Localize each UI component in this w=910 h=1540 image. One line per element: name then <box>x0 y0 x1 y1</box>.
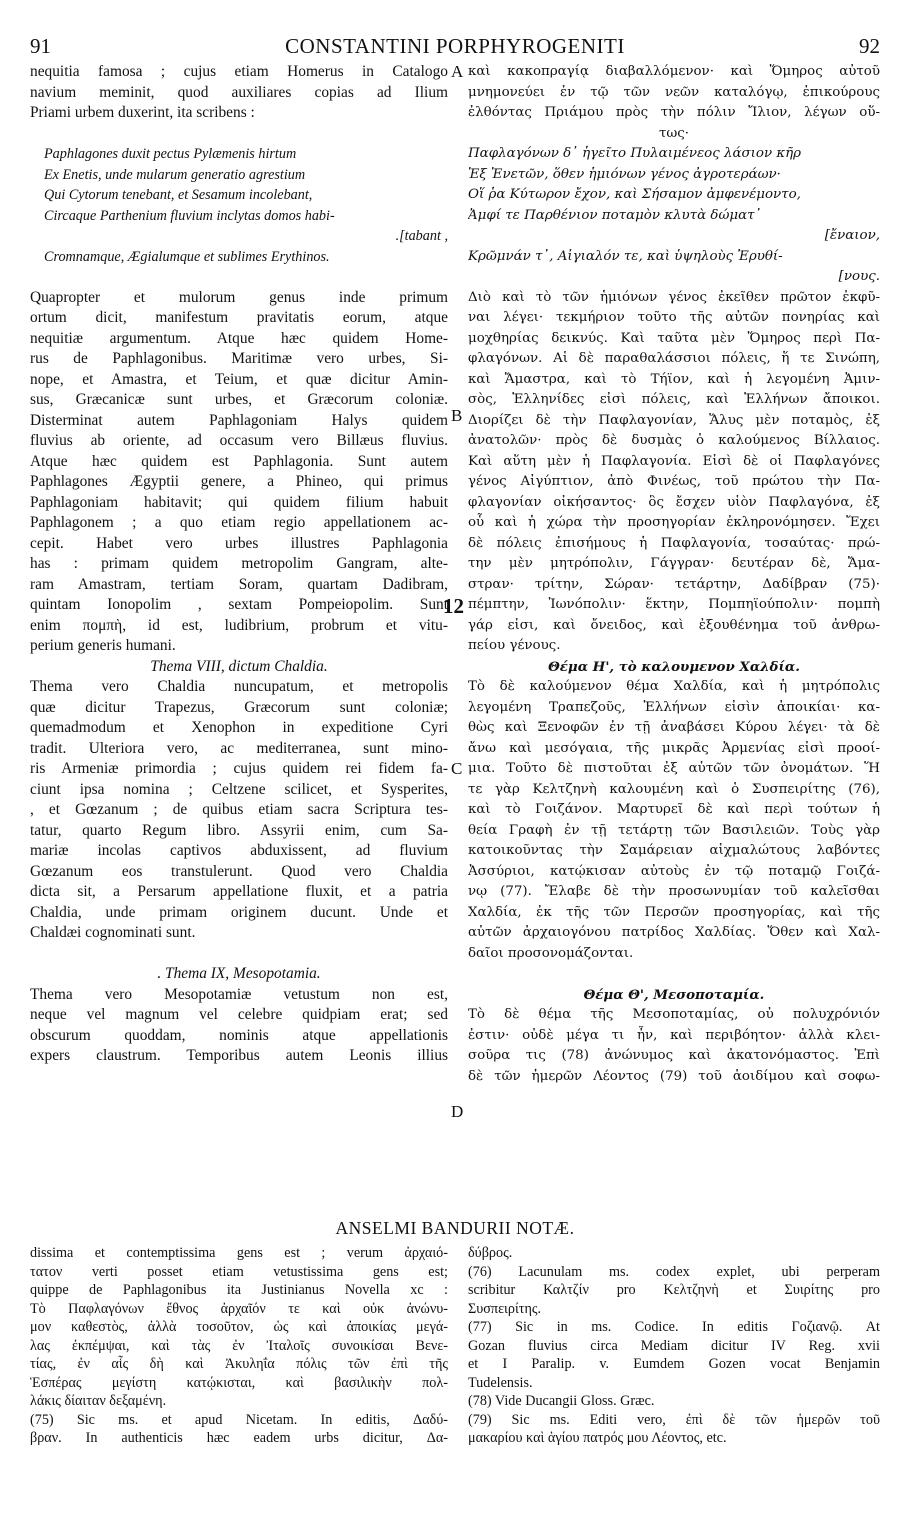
greek-text-line: Ἀμφί τε Παρθένιον ποταμὸν κλυτὰ δώματ᾽ <box>468 207 762 223</box>
page-number-right: 92 <box>859 34 880 58</box>
latin-text-line: nope, et Amastra, et Teium, et quæ dicitur Amin- <box>30 370 448 388</box>
note-line: μον καθεστὸς, ἀλλὰ τοσοῦτον, ὡς καὶ ἀποικίας μεγά- <box>30 1319 448 1335</box>
notes-left-column <box>30 1244 448 1448</box>
greek-text-line: δὲ τῶν ἡμερῶν Λέοντος (79) τοῦ ἀοιδίμου καὶ σοφω- <box>468 1068 880 1084</box>
notes-right-column <box>468 1244 880 1448</box>
latin-text-line: perium generis humani. <box>30 637 176 654</box>
note-line: (79) Sic ms. Editi vero, ἐπὶ δὲ τῶν ἡμερῶν τοῦ <box>468 1411 880 1428</box>
greek-text-line: Ἀσσύριοι, κατῴκισαν αὐτοὺς ἐν τῷ ποταμῷ Γοιζά- <box>468 863 880 879</box>
latin-text-line: Paphlagones duxit pectus Pylæmenis hirtum <box>44 146 297 162</box>
latin-text-line <box>30 267 448 288</box>
greek-text-line: Τὸ δὲ θέμα τῆς Μεσοποταμίας, οὐ πολυχρόνιόν <box>468 1007 880 1022</box>
greek-text-line: καὶ Ἄμαστρα, καὶ τὸ Τήϊον, καὶ ἡ λεγομένη Ἀμιν- <box>468 371 880 387</box>
note-line: (78) Vide Ducangii Gloss. Græc. <box>468 1393 655 1409</box>
latin-text-line: Thema vero Chaldia nuncupatum, et metropolis <box>30 678 448 695</box>
latin-text-line: Paphlagoniam habitavit; qui quidem filium habuit <box>30 493 448 511</box>
greek-text-line: καὶ κακοπραγίᾳ διαβαλλόμενον· καὶ Ὅμηρος αὐτοῦ <box>468 64 880 79</box>
latin-text-line: Paphlagones Ægyptii genere, a Phineo, qui primus <box>30 473 448 490</box>
note-line: dissima et contemptissima gens est ; verum ἀρχαιό- <box>30 1245 448 1261</box>
greek-text-line: τε γὰρ Κελτζηνὴ καλουμένη καὶ ὁ Συσπειρίτης (76), <box>468 781 880 797</box>
greek-text-line: πέμπτην, Ἰωνόπολιν· ἕκτην, Πομπηϊούπολιν· πομπὴ <box>468 597 880 612</box>
margin-letter-a: A <box>451 62 464 81</box>
latin-text-line: , et Gœzanum ; de quibus etiam sacra Scriptura tes- <box>30 801 448 818</box>
greek-text-line: οὗ καὶ ἡ χώρα τὴν προσηγορίαν ἐκληρονόμησεν. Ἔχει <box>468 515 880 530</box>
greek-text-line: γένος Αἰγύπτιον, ἀπὸ Φινέως, τοῦ πρώτου τὴν Πα- <box>468 474 880 489</box>
latin-text-line: dicta sit, a Persarum appellatione fluxit, et a patria <box>30 883 448 900</box>
latin-text-line: Qui Cytorum tenebant, et Sesamum incolebant, <box>44 187 313 203</box>
latin-text-line: Chaldæi cognominati sunt. <box>30 924 196 941</box>
note-line: Tudelensis. <box>468 1374 533 1391</box>
greek-text-line: θὼς καὶ Ξενοφῶν ἐν τῇ ἀναβάσει Κύρου λέγει· τὰ δὲ <box>468 720 880 735</box>
greek-text-line: την μὲν μητρόπολιν, Γάγγραν· δευτέραν δὲ, Ἄμα- <box>468 556 880 571</box>
greek-text-line: Διὸ καὶ τὸ τῶν ἡμιόνων γένος ἐκεῖθεν πρῶτον ἐκφῦ- <box>468 289 880 305</box>
greek-text-line: μοχθηρίας δεικνύς. Καὶ ταῦτα μὲν Ὅμηρος περὶ Πα- <box>468 330 880 346</box>
latin-text-line: has : primam quidem metropolim Gangram, alte- <box>30 555 448 572</box>
greek-text-line: φλαγονίαν οἰκήσαντος· ὃς ἔσχεν υἱὸν Παφλαγόνα, ἐξ <box>468 494 880 510</box>
note-line: quippe de Paphlagonibus ita Justinianus Novella xc : <box>30 1282 448 1298</box>
note-line: λάκις δίαιταν δεξαμένη. <box>30 1393 167 1409</box>
greek-text-line: ἐλθόντας Πριάμου πρὸς τὴν πόλιν Ἴλιον, λέγων οὕ- <box>468 105 880 120</box>
greek-text-line: λεγομένη Τραπεζοῦς, Ἑλλήνων εἰσὶν ἀποικίαι· κα- <box>468 699 880 715</box>
margin-letter-d: D <box>451 1102 464 1121</box>
greek-text-line: ἄνω καὶ μεσόγαια, τῆς μικρᾶς Ἀρμενίας εἰσὶ προοί- <box>468 740 880 756</box>
note-line: (77) Sic in ms. Codice. In editis Γοζιανῷ. At <box>468 1319 880 1335</box>
latin-text-line: tradit. Ulteriora vero, ac mediterranea, sunt mino- <box>30 739 448 757</box>
margin-letter-b: B <box>451 406 463 425</box>
latin-text-line <box>30 124 448 145</box>
latin-text-line: Cromnamque, Ægialumque et sublimes Erythinos. <box>44 248 330 265</box>
latin-text-line: Gœzanum eos transtulerunt. Quod vero Chaldia <box>30 862 448 880</box>
greek-text-line: [νους. <box>838 269 880 284</box>
greek-text-line: Οἵ ῥα Κύτωρον ἔχον, καὶ Σήσαμον ἀμφενέμοντο, <box>468 187 801 202</box>
latin-text-line: Chaldia, unde primam originem ducunt. Unde et <box>30 903 448 921</box>
latin-text-line: Circaque Parthenium fluvium inclytas domos habi- <box>44 207 335 224</box>
greek-text-line: Θέμα Η', τὸ καλουμενον Χαλδία. <box>548 658 800 675</box>
greek-text-line: ἀνατολῶν· πρὸς δὲ δυσμὰς ὁ καλούμενος Βίλλαιος. <box>468 433 880 448</box>
greek-text-line: φλαγόνων. Αἱ δὲ παραθαλάσσιοι πόλεις, ἥ τε Σινώπη, <box>468 351 880 366</box>
running-header <box>30 34 880 62</box>
latin-text-line: Atque hæc quidem est Paphlagonia. Sunt autem <box>30 452 448 470</box>
latin-text-line: enim πομπὴ, id est, ludibrium, probrum et vitu- <box>30 616 448 634</box>
latin-text-line: ciunt ipsa nomina ; Celtzene scilicet, et Sysperites, <box>30 780 448 798</box>
greek-text-line: αὐτῶν ἀρχαιογόνου πατρίδος Χαλδίας. Ὅθεν καὶ Χαλ- <box>468 925 880 940</box>
latin-text-line: quintam Ionopolim , sextam Pompeiopolim. Sunt <box>30 596 448 613</box>
latin-text-line: ris Armeniæ primordia ; cujus quidem rei fidem fa- <box>30 760 448 777</box>
greek-text-line: κατοικοῦντας τὴν Σαμάρειαν αἰχμαλώτους λαβόντες <box>468 843 880 858</box>
greek-text-line <box>468 964 880 985</box>
greek-text-line: Θέμα Θ', Μεσοποταμία. <box>583 986 765 1003</box>
latin-text-line: quemadmodum et Xenophon in expeditione Cyri <box>30 719 448 736</box>
greek-text-line: Καὶ αὕτη μὲν ἡ Παφλαγονία. Εἰσὶ δὲ οἱ Παφλαγόνες <box>468 453 880 469</box>
page-number-left: 91 <box>30 34 51 58</box>
greek-text-line: Κρῶμνάν τ᾽, Αἰγιαλόν τε, καὶ ὑψηλοὺς Ἐρυθί- <box>468 248 783 264</box>
latin-column <box>30 62 448 1067</box>
latin-text-line: quæ dicitur Trapezus, Græcorum sunt coloniæ; <box>30 698 448 716</box>
latin-text-line: cepit. Habet vero urbes illustres Paphlagonia <box>30 534 448 552</box>
greek-text-line: Τὸ δὲ καλούμενον θέμα Χαλδία, καὶ ἡ μητρόπολις <box>468 679 880 694</box>
note-line: δύβρος. <box>468 1245 513 1261</box>
latin-text-line: Disterminat autem Paphlagoniam Halys quidem <box>30 411 448 429</box>
note-line: τατον verti posset etiam vetustissima gens est; <box>30 1263 448 1280</box>
note-line: Συσπειρίτης. <box>468 1300 542 1317</box>
section-number: 12 <box>443 594 464 618</box>
latin-text-line: neque vel magnum vel celebre quidpiam erat; sed <box>30 1006 448 1023</box>
latin-text-line: ortum dicit, manifestum pravitatis eorum, atque <box>30 309 448 326</box>
greek-text-line: θεία Γραφὴ ἐν τῇ τετάρτῃ τῶν Βασιλειῶν. Τοὺς γὰρ <box>468 822 880 838</box>
latin-text-line: tatur, quarto Regum libro. Assyrii enim, cum Sa- <box>30 821 448 839</box>
running-title: CONSTANTINI PORPHYROGENITI <box>285 34 625 58</box>
greek-text-line: Ἐξ Ἐνετῶν, ὅθεν ἡμιόνων γένος ἀγροτεράων· <box>468 166 781 182</box>
latin-text-line: mariæ incolas captivos abduxissent, ad fluvium <box>30 842 448 859</box>
greek-text-line: [ἔναιον, <box>824 228 880 243</box>
greek-column <box>468 62 880 1087</box>
note-line: (75) Sic ms. et apud Nicetam. In editis, Δαδύ- <box>30 1411 448 1428</box>
greek-text-line: νῳ (77). Ἔλαβε δὲ τὴν προσωνυμίαν τοῦ καλεῖσθαι <box>468 884 880 899</box>
note-line: μακαρίου καὶ ἁγίου πατρός μου Λέοντος, etc. <box>468 1430 727 1446</box>
latin-text-line: Ex Enetis, unde mularum generatio agrestium <box>44 166 306 183</box>
latin-text-line: Thema vero Mesopotamiæ vetustum non est, <box>30 985 448 1003</box>
note-line: et I Paralip. v. Eumdem Gozen vocat Benjamin <box>468 1356 880 1372</box>
latin-text-line: Paphlagonem ; a quo etiam regio appellationem ac- <box>30 514 448 531</box>
greek-text-line: δὲ πόλεις ἐπισήμους ἡ Παφλαγονία, τοσαύτας· πρώ- <box>468 535 880 551</box>
note-line: Gozan fluvius circa Mediam dicitur IV Reg. xvii <box>468 1337 880 1354</box>
latin-text-line: . Thema IX, Mesopotamia. <box>157 965 321 982</box>
latin-text-line: fluvius ab oriente, ad occasum vero Billæus fluvius. <box>30 432 448 449</box>
greek-text-line: ἐστιν· οὐδὲ μέγα τι ἦν, καὶ περιβόητον· ἀλλὰ κλει- <box>468 1027 880 1043</box>
note-line: Ἑσπέρας μεγίστη κατῴκισται, καὶ βασιλικὴν πολ- <box>30 1374 448 1391</box>
note-line: scribitur Καλτζίν pro Κελτζηνὴ et Συιρίτης pro <box>468 1282 880 1298</box>
greek-text-line: ναι λέγει· τεκμήριον τοῦτο τῆς αὐτῶν πονηρίας καὶ <box>468 310 880 325</box>
greek-text-line: δαῖοι προσονομάζονται. <box>468 945 634 961</box>
latin-text-line: Priami urbem duxerint, ita scribens : <box>30 104 255 121</box>
latin-text-line <box>30 944 448 965</box>
latin-text-line: Quapropter et mulorum genus inde primum <box>30 288 448 306</box>
latin-text-line: nequitiæ argumentum. Atque hæc quidem Home- <box>30 329 448 347</box>
greek-text-line: Παφλαγόνων δ᾽ ἡγεῖτο Πυλαιμένεος λάσιον κῆρ <box>468 146 802 161</box>
latin-text-line: obscurum quoddam, nominis atque appellationis <box>30 1026 448 1044</box>
greek-text-line: μνημονεύει ἐν τῷ τῶν νεῶν καταλόγῳ, ἐπικούρους <box>468 84 880 100</box>
greek-text-line: στραν· τρίτην, Σώραν· τετάρτην, Δαδίβραν (75)· <box>468 576 880 592</box>
greek-text-line: Διορίζει δὲ τὴν Παφλαγονίαν, Ἅλυς μὲν ποταμὸς, ἐξ <box>468 412 880 428</box>
notes-title: ANSELMI BANDURII NOTÆ. <box>335 1218 575 1238</box>
note-line: λας ἐκπέμψαι, καὶ τὰς ἐν Ἰταλοῖς συνοικίσαι Βενε- <box>30 1337 448 1354</box>
note-line: τίας, ἐν αἷς δὴ καὶ Ἀκυληΐα πόλις τῶν ἐπὶ τῆς <box>30 1356 448 1372</box>
latin-text-line: rus de Paphlagonibus. Maritimæ vero urbes, Si- <box>30 350 448 367</box>
note-line: Τὸ Παφλαγόνων ἔθνος ἀρχαῖόν τε καὶ οὐκ ἀνώνυ- <box>30 1300 448 1317</box>
greek-text-line: τως· <box>658 125 690 141</box>
latin-text-line: sus, Græcanicæ sunt urbes, et Græcorum coloniæ. <box>30 391 448 408</box>
greek-text-line: μια. Τοῦτο δὲ πιστοῦται ἐξ αὐτῶν τῶν ὀνομάτων. Ἥ <box>468 761 880 776</box>
latin-text-line: navium meminit, quod auxiliares copias ad Ilium <box>30 83 448 101</box>
margin-letter-c: C <box>451 759 463 778</box>
latin-text-line: expers claustrum. Temporibus autem Leonis illius <box>30 1047 448 1064</box>
greek-text-line: γάρ εἰσι, καὶ ὄνειδος, καὶ ἐξουθένημα τοῦ ἀνθρω- <box>468 617 880 633</box>
latin-text-line: .[tabant , <box>395 228 448 244</box>
note-line: (76) Lacunulam ms. codex explet, ubi perperam <box>468 1263 880 1280</box>
latin-text-line: nequitia famosa ; cujus etiam Homerus in Catalogo <box>30 63 448 80</box>
greek-text-line: πείου γένους. <box>468 638 561 653</box>
greek-text-line: Χαλδία, ἐκ τῆς τῶν Περσῶν προσηγορίας, καὶ τῆς <box>468 904 880 920</box>
note-line: βραν. In authenticis hæc eadem urbs dicitur, Δα- <box>30 1430 448 1446</box>
latin-text-line: Thema VIII, dictum Chaldia. <box>150 657 328 675</box>
greek-text-line: σὸς, Ἑλληνίδες εἰσὶ πόλεις, καὶ Ἑλλήνων ἄποικοι. <box>468 392 880 407</box>
greek-text-line: καὶ τὸ Γοιζάνον. Μαρτυρεῖ δὲ καὶ περὶ τούτων ἡ <box>468 802 880 817</box>
greek-text-line: σοῦρα τις (78) ἀνώνυμος καὶ ἀκατονόμαστος. Ἐπὶ <box>468 1048 880 1063</box>
latin-text-line: ram Amastram, tertiam Soram, quartam Dadibram, <box>30 575 448 593</box>
